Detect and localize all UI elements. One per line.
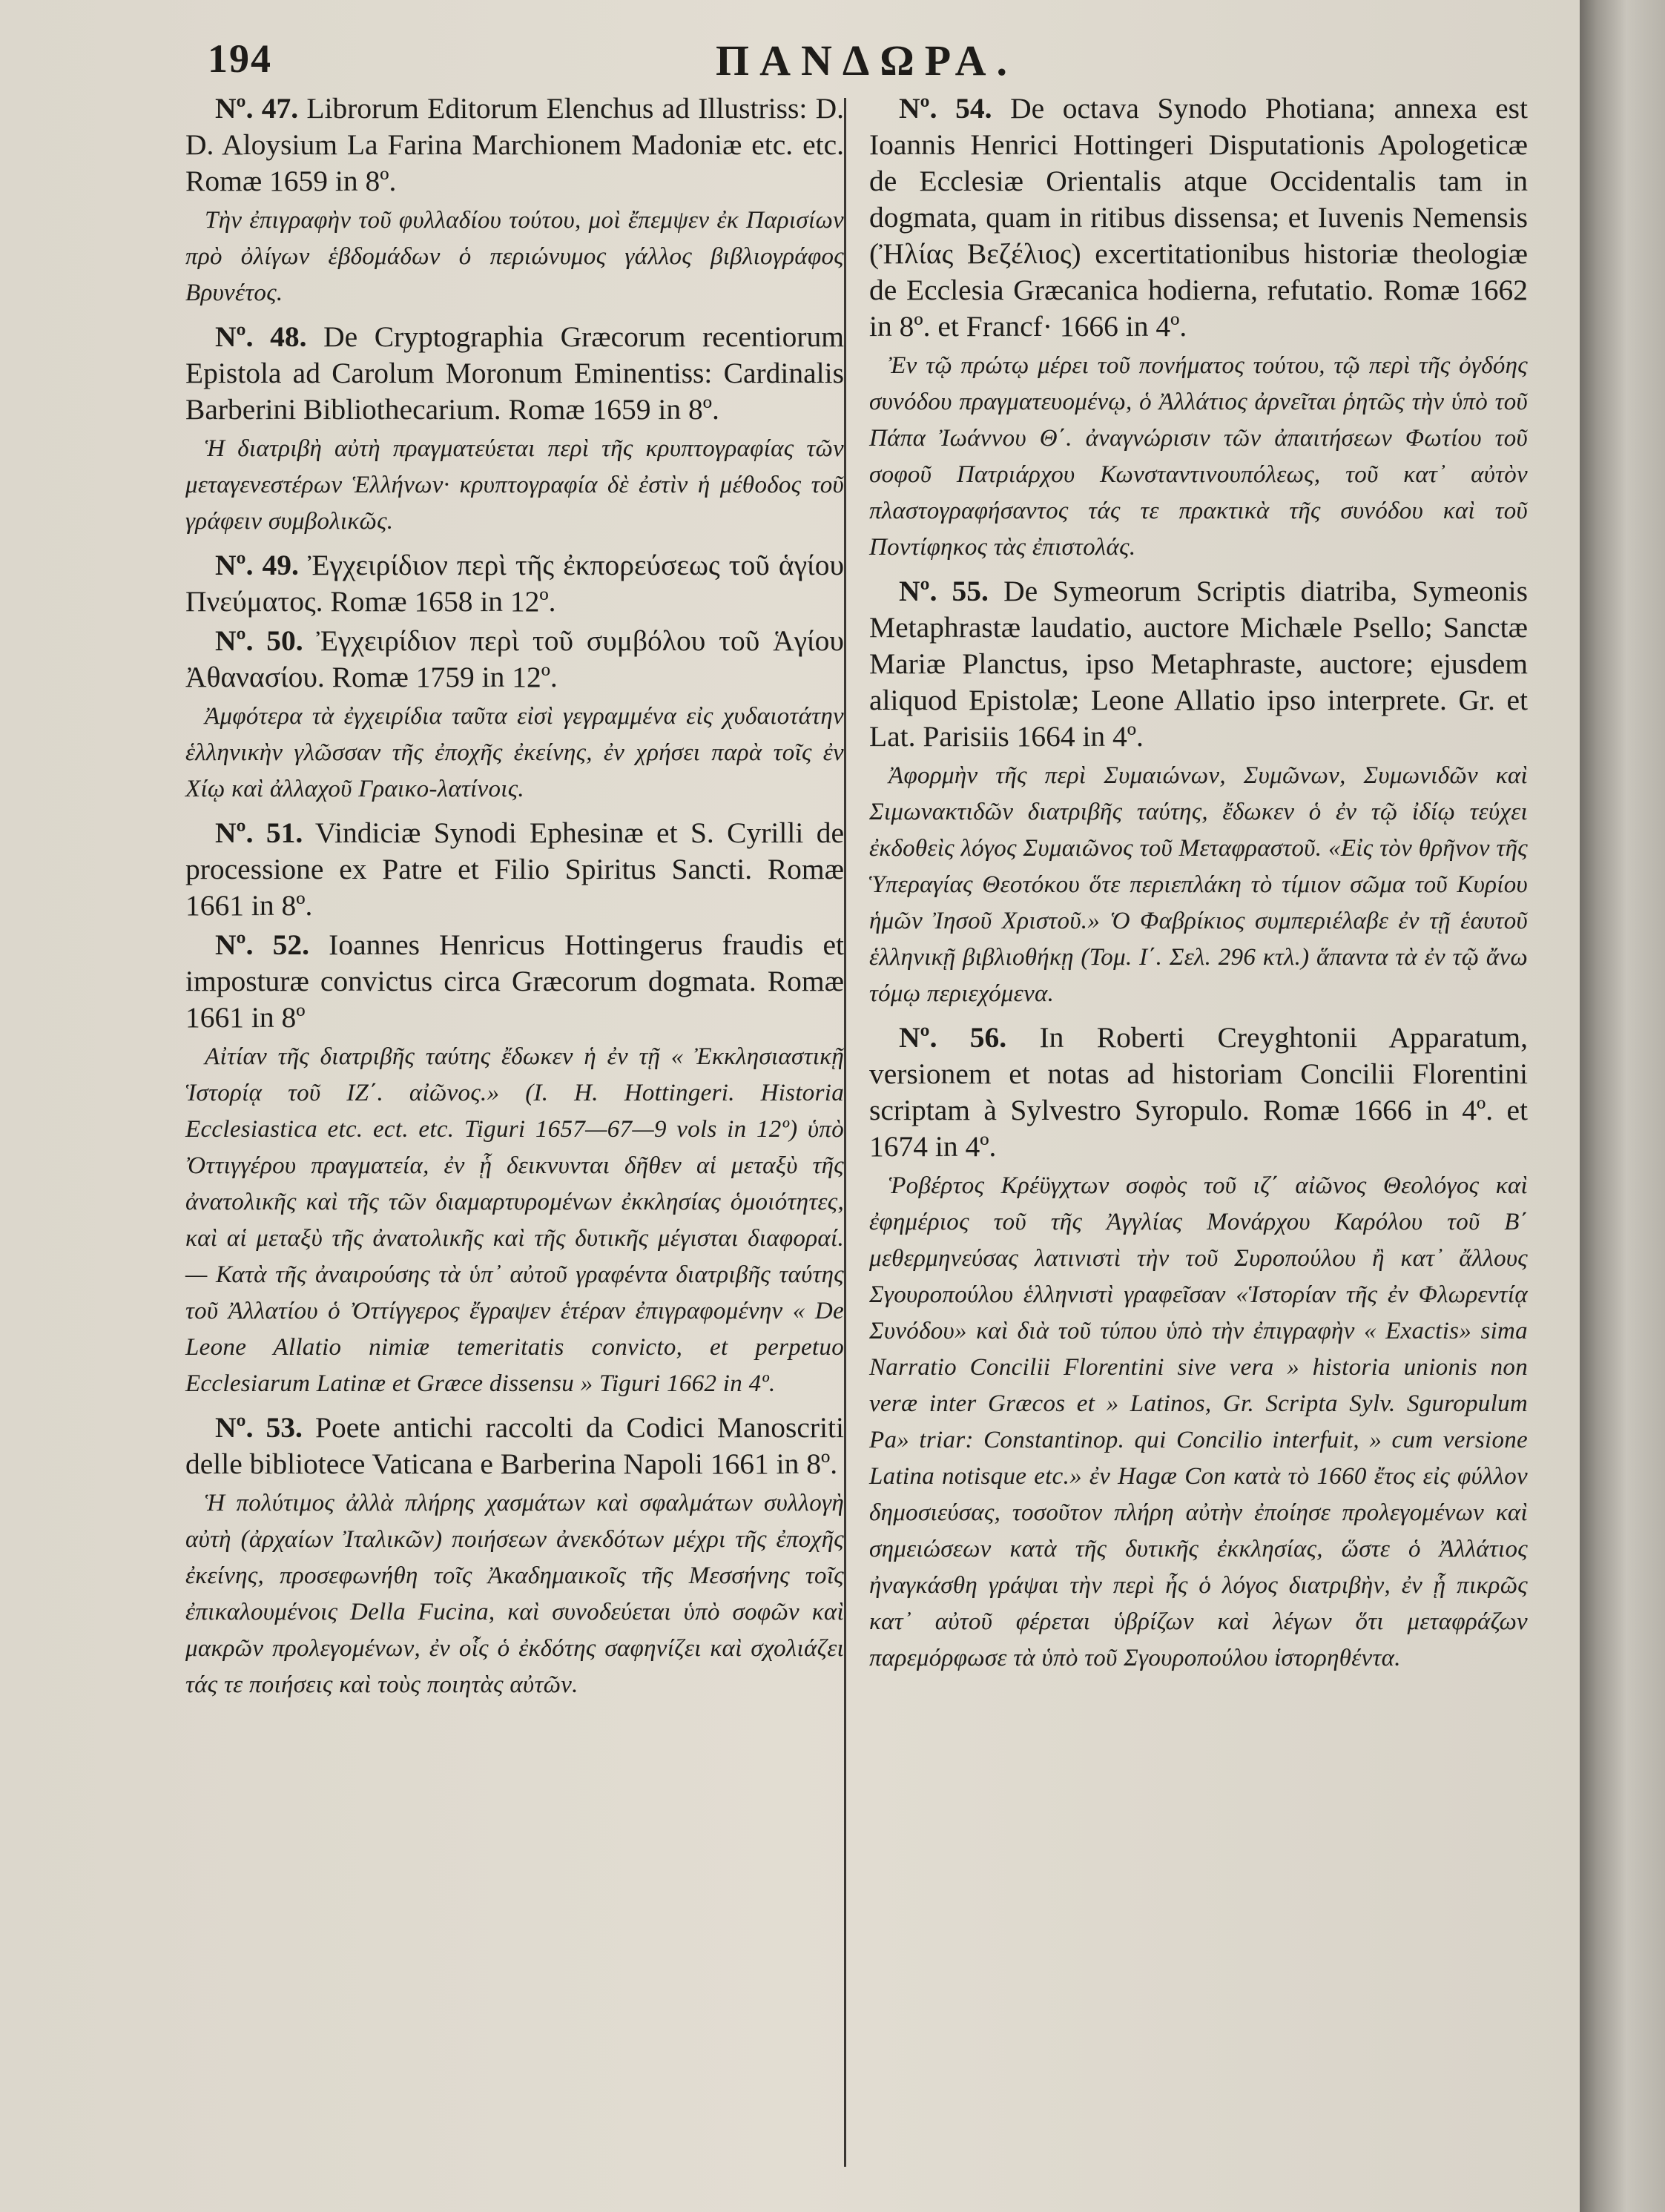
entry-title: Ioannes Henricus Hottingerus fraudis et imposturæ convictus circa Græcorum dogmata. Romæ 1661 in 8º bbox=[185, 928, 844, 1034]
entry-51 bbox=[185, 815, 844, 924]
entry-title: Poete antichi raccolti da Codici Manoscriti delle bibliotece Vaticana e Barberina Napoli 1661 in 8º. bbox=[185, 1411, 844, 1480]
entry-note: Ἡ διατριβὴ αὐτὴ πραγματεύεται περὶ τῆς κρυπτογραφίας τῶν μεταγενεστέρων Ἑλλήνων· κρυπτογραφία δὲ ἐστὶν ἡ μέθοδος τοῦ γράφειν συμβολικῶς. bbox=[185, 435, 844, 535]
entry-title: Ἐγχειρίδιον περὶ τῆς ἐκπορεύσεως τοῦ ἁγίου Πνεύματος. Romæ 1658 in 12º. bbox=[185, 549, 844, 618]
entry-number: Nº. 48. bbox=[215, 320, 307, 353]
entry-number: Nº. 53. bbox=[215, 1411, 303, 1444]
journal-title: ΠΑΝΔΩΡΑ. bbox=[716, 36, 1018, 85]
entry-title: De octava Synodo Photiana; annexa est Ioannis Henrici Hottingeri Disputationis Apologeticæ de Ecclesiæ Orientalis atque Occidentalis tam in dogmata, quam in ritibus dissensa; et Iuvenis Nemensis (Ἠλίας Βεζέλιος) excertitationibus historiæ theologiæ de Ecclesia Græcanica hodierna, refutatio. Romæ 1662 in 8º. et Francf· 1666 in 4º. bbox=[869, 92, 1529, 343]
entry-56 bbox=[869, 1020, 1528, 1165]
entry-title: De Symeorum Scriptis diatriba, Symeonis Metaphrastæ laudatio, auctore Michæle Psello; Sanctæ Mariæ Planctus, ipso Metaphraste, auctore; ejusdem aliquod Epistolæ; Leone Allatio ipso interprete. Gr. et Lat. Parisiis 1664 in 4º. bbox=[869, 575, 1528, 753]
entry-number: Nº. 47. bbox=[215, 92, 299, 125]
right-column bbox=[869, 90, 1528, 1684]
entry-note: Τὴν ἐπιγραφὴν τοῦ φυλλαδίου τούτου, μοὶ ἔπεμψεν ἐκ Παρισίων πρὸ ὀλίγων ἑβδομάδων ὁ περιώνυμος γάλλος βιβλιογράφος Βρυνέτος. bbox=[185, 207, 844, 306]
entry-52 bbox=[185, 927, 844, 1036]
entry-number: Nº. 54. bbox=[899, 92, 992, 125]
entry-number: Nº. 55. bbox=[899, 575, 989, 607]
book-page-edge bbox=[1580, 0, 1665, 2212]
entry-number: Nº. 56. bbox=[899, 1021, 1007, 1054]
entry-48 bbox=[185, 319, 844, 428]
entry-number: Nº. 50. bbox=[215, 624, 303, 657]
entry-note: Ἡ πολύτιμος ἀλλὰ πλήρης χασμάτων καὶ σφαλμάτων συλλογὴ αὐτὴ (ἀρχαίων Ἰταλικῶν) ποιήσεων ἀνεκδότων μέχρι τῆς ἐποχῆς ἐκείνης, προσεφωνήθη τοῖς Ἀκαδημαικοῖς τῆς Μεσσήνης τοῖς ἐπικαλουμένοις Della Fucina, καὶ συνοδεύεται ὑπὸ σοφῶν καὶ μακρῶν προλεγομένων, ἐν οἷς ὁ ἐκδότης σαφηνίζει καὶ σχολιάζει τάς τε ποιήσεις καὶ τοὺς ποιητὰς αὐτῶν. bbox=[185, 1490, 844, 1698]
entry-49 bbox=[185, 547, 844, 620]
entry-54 bbox=[869, 90, 1528, 345]
entry-note: Αἰτίαν τῆς διατριβῆς ταύτης ἔδωκεν ἡ ἐν τῇ « Ἐκκλησιαστικῇ Ἱστορίᾳ τοῦ ΙΖ΄. αἰῶνος.» (I. H. Hottingeri. Historia Ecclesiastica etc. ect. etc. Tiguri 1657—67—9 vols in 12º) ὑπὸ Ὀττιγγέρου πραγματεία, ἐν ᾗ δεικνυνται δῆθεν αἱ μεταξὺ τῆς ἀνατολικῆς καὶ τῆς τῶν διαμαρτυρομένων ἐκκλησίας ὁμοιότητες, καὶ αἱ μεταξὺ τῆς ἀνατολικῆς καὶ τῆς δυτικῆς μέγισται διαφοραί. — Κατὰ τῆς ἀναιρούσης τὰ ὑπ᾽ αὐτοῦ γραφέντα διατριβῆς ταύτης τοῦ Ἀλλατίου ὁ Ὀττίγγερος ἔγραψεν ἑτέραν ἐπιγραφομένην « De Leone Allatio nimiæ temeritatis convicto, et perpetuo Ecclesiarum Latinæ et Græce dissensu » Tiguri 1662 in 4º. bbox=[185, 1043, 844, 1397]
entry-title: Librorum Editorum Elenchus ad Illustriss: D. D. Aloysium La Farina Marchionem Madoniæ etc. etc. Romæ 1659 in 8º. bbox=[185, 92, 844, 197]
entry-note: Ἐν τῷ πρώτῳ μέρει τοῦ πονήματος τούτου, τῷ περὶ τῆς ὀγδόης συνόδου πραγματευομένῳ, ὁ Ἀλλάτιος ἀρνεῖται ῥητῶς τὴν ὑπὸ τοῦ Πάπα Ἰωάννου Θ΄. ἀναγνώρισιν τῶν ἀπαιτήσεων Φωτίου τοῦ σοφοῦ Πατριάρχου Κωνσταντινουπόλεως, τοῦ κατ᾽ αὐτὸν πλαστογραφήσαντος τάς τε πρακτικὰ τῆς συνόδου καὶ τοῦ Ποντίφηκος τὰς ἐπιστολάς. bbox=[869, 352, 1528, 561]
entry-55 bbox=[869, 573, 1528, 755]
entry-note: Ἀμφότερα τὰ ἐγχειρίδια ταῦτα εἰσὶ γεγραμμένα εἰς χυδαιοτάτην ἑλληνικὴν γλῶσσαν τῆς ἐποχῆς ἐκείνης, ἐν χρήσει παρὰ τοῖς ἐν Χίῳ καὶ ἀλλαχοῦ Γραικο-λατίνοις. bbox=[185, 703, 844, 802]
entry-47 bbox=[185, 90, 844, 199]
page-number: 194 bbox=[208, 36, 272, 81]
entry-title: Vindiciæ Synodi Ephesinæ et S. Cyrilli de processione ex Patre et Filio Spiritus Sancti. Romæ 1661 in 8º. bbox=[185, 816, 844, 922]
entry-title: De Cryptographia Græcorum recentiorum Epistola ad Carolum Moronum Eminentiss: Cardinalis Barberini Bibliothecarium. Romæ 1659 in 8º. bbox=[185, 320, 844, 426]
entry-50 bbox=[185, 623, 844, 696]
column-divider bbox=[844, 98, 846, 2167]
running-head bbox=[185, 36, 1491, 95]
entry-note: Ῥοβέρτος Κρέϋγχτων σοφὸς τοῦ ιζ΄ αἰῶνος Θεολόγος καὶ ἐφημέριος τοῦ τῆς Ἀγγλίας Μονάρχου Καρόλου τοῦ Β΄ μεθερμηνεύσας λατινιστὶ τὴν τοῦ Συροπούλου ἢ κατ᾽ ἄλλους Σγουροπούλου ἑλληνιστὶ γραφεῖσαν «Ἱστορίαν τῆς ἐν Φλωρεντίᾳ Συνόδου» καὶ διὰ τοῦ τύπου ὑπὸ τὴν ἐπιγραφὴν « Exactis» sima Narratio Concilii Florentini sive vera » historia unionis non veræ inter Græcos et » Latinos, Gr. Scripta Sylv. Sguropulum Pa» triar: Constantinop. qui Concilio interfuit, » cum versione Latina notisque etc.» ἐν Hagæ Con κατὰ τὸ 1660 ἔτος εἰς φύλλον δημοσιεύσας, τοσοῦτον πλήρη αὐτὴν ἐποίησε προλεγομένων καὶ σημειώσεων κατὰ τῆς δυτικῆς ἐκκλησίας, ὥστε ὁ Ἀλλάτιος ἠναγκάσθη γράψαι τὴν περὶ ἧς ὁ λόγος διατριβὴν, ἐν ᾗ πικρῶς κατ᾽ αὐτοῦ φέρεται ὑβρίζων καὶ λέγων ὅτι μεταφράζων παρεμόρφωσε τὰ ὑπὸ τοῦ Σγουροπούλου ἱστορηθέντα. bbox=[869, 1172, 1528, 1671]
left-column bbox=[185, 90, 844, 1711]
entry-number: Nº. 52. bbox=[215, 928, 309, 961]
entry-number: Nº. 49. bbox=[215, 549, 299, 581]
entry-title: In Roberti Creyghtonii Apparatum, versionem et notas ad historiam Concilii Florentini scriptam à Sylvestro Syropulo. Romæ 1666 in 4º. et 1674 in 4º. bbox=[869, 1021, 1528, 1163]
entry-note: Ἀφορμὴν τῆς περὶ Συμαιώνων, Συμῶνων, Συμωνιδῶν καὶ Σιμωνακτιδῶν διατριβῆς ταύτης, ἔδωκεν ὁ ἐν τῷ ἰδίῳ τεύχει ἐκδοθεὶς λόγος Συμαιῶνος τοῦ Μεταφραστοῦ. «Εἰς τὸν θρῆνον τῆς Ὑπεραγίας Θεοτόκου ὅτε περιεπλάκη τὸ τίμιον σῶμα τοῦ Κυρίου ἡμῶν Ἰησοῦ Χριστοῦ.» Ὁ Φαβρίκιος συμπεριέλαβε ἐν τῇ ἑαυτοῦ ἑλληνικῇ βιβλιοθήκῃ (Τομ. Ι΄. Σελ. 296 κτλ.) ἅπαντα τὰ ἐν τῷ ἄνω τόμῳ περιεχόμενα. bbox=[869, 762, 1528, 1007]
entry-number: Nº. 51. bbox=[215, 816, 303, 849]
entry-title: Ἐγχειρίδιον περὶ τοῦ συμβόλου τοῦ Ἁγίου Ἀθανασίου. Romæ 1759 in 12º. bbox=[185, 624, 844, 693]
entry-53 bbox=[185, 1410, 844, 1482]
